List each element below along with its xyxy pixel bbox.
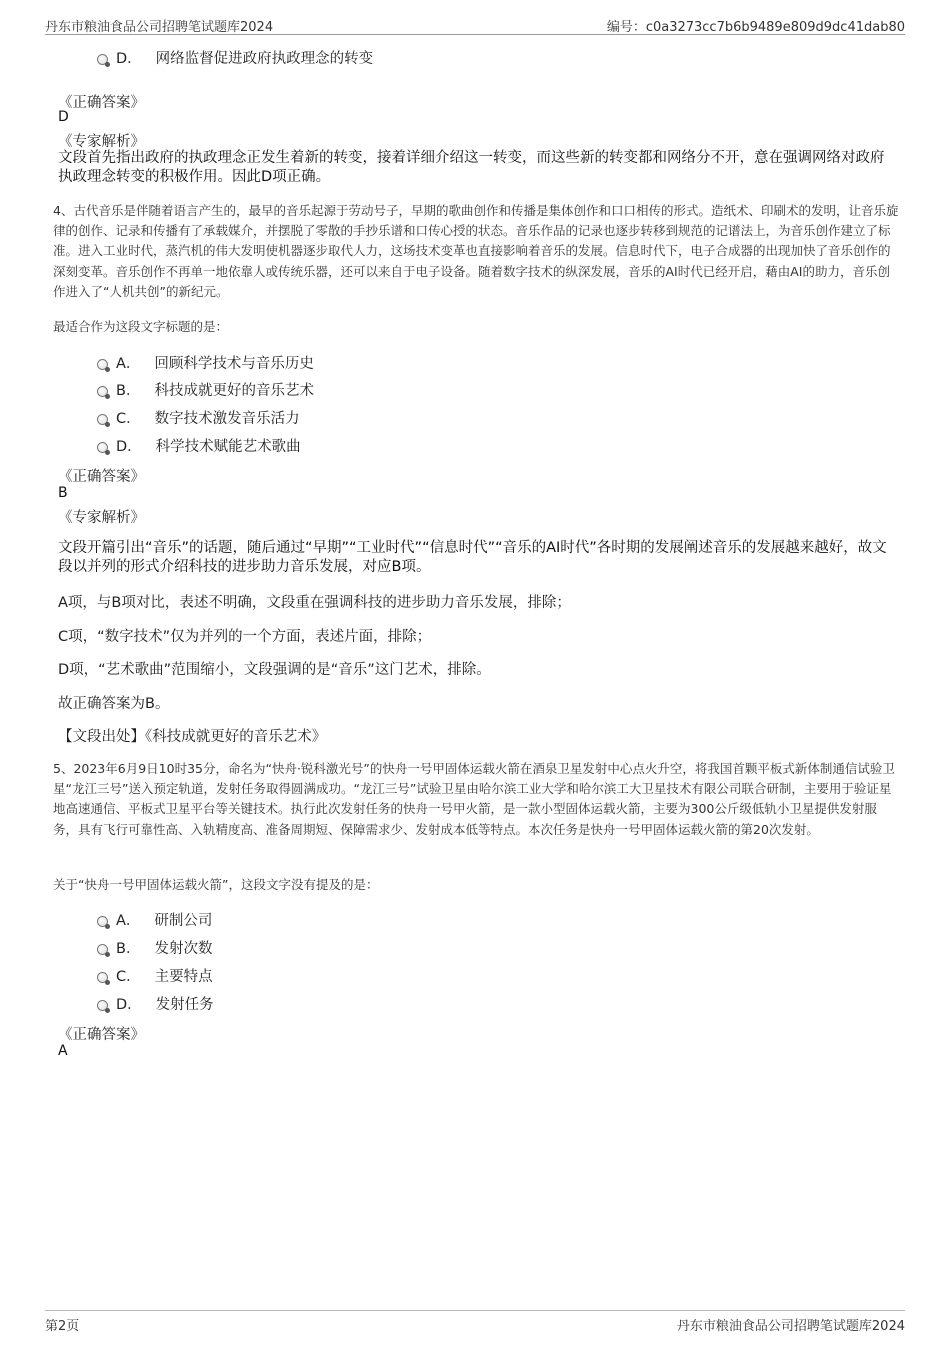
q5-answer: A [58, 1043, 68, 1059]
radio-icon[interactable] [97, 359, 108, 370]
radio-icon[interactable] [97, 442, 108, 453]
option-text: 科技成就更好的音乐艺术 [154, 383, 314, 399]
option-letter: A． [116, 356, 141, 372]
q3-analysis: 文段首先指出政府的执政理念正发生着新的转变，接着详细介绍这一转变，而这些新的转变都和网络分不开，意在强调网络对政府执政理念转变的积极作用。因此D项正确。 [58, 150, 885, 185]
page-footer [45, 1310, 905, 1335]
q4-analysis-paragraph: C项，“数字技术”仅为并列的一个方面，表述片面，排除； [58, 629, 432, 645]
q3-answer: D [58, 109, 69, 125]
q4-answer: B [58, 485, 68, 501]
q4-option-c[interactable] [97, 407, 300, 428]
q5-option-b[interactable] [97, 937, 212, 958]
q4-analysis-paragraph: D项，“艺术歌曲”范围缩小，文段强调的是“音乐”这门艺术，排除。 [58, 662, 491, 678]
q5-option-c[interactable] [97, 965, 213, 986]
radio-icon[interactable] [97, 414, 108, 425]
q4-stem: 4、古代音乐是伴随着语言产生的，最早的音乐起源于劳动号子，早期的歌曲创作和传播是集体创作和口口相传的形式。造纸术、印刷术的发明，让音乐旋律的创作、记录和传播有了承载媒介，并摆脱了零散的手抄乐谱和口传心授的状态。音乐作品的记录也逐步转移到规范的记谱法上，为音乐创作建立了标准。进入工业时代，蒸汽机的伟大发明使机器逐步取代人力，这场技术变革也直接影响着音乐的发展。信息时代下，电子合成器的出现加快了音乐创作的深刻变革。音乐创作不再单一地依靠人或传统乐器，还可以来自于电子设备。随着数字技术的纵深发展，音乐的AI时代已经开启，藉由AI的助力，音乐创作进入了“人机共创”的新纪元。 [53, 203, 899, 299]
radio-icon[interactable] [97, 916, 108, 927]
q3-answer-label: 《正确答案》 [58, 95, 145, 111]
q4-source: 【文段出处】《科技成就更好的音乐艺术》 [58, 729, 327, 745]
option-letter: B． [116, 941, 141, 957]
option-text: 发射任务 [155, 997, 214, 1013]
q4-prompt: 最适合作为这段文字标题的是： [53, 319, 229, 334]
q4-option-a[interactable] [97, 352, 314, 373]
radio-icon[interactable] [97, 944, 108, 955]
q5-option-a[interactable] [97, 909, 212, 930]
q4-option-b[interactable] [97, 379, 314, 400]
option-text: 研制公司 [154, 913, 213, 929]
option-text: 主要特点 [154, 969, 213, 985]
footer-title: 丹东市粮油食品公司招聘笔试题库2024 [676, 1319, 905, 1334]
header-doc-id: 编号：c0a3273cc7b6b9489e809d9dc41dab80 [606, 20, 905, 35]
option-letter: C． [116, 969, 141, 985]
q4-analysis-label: 《专家解析》 [58, 510, 145, 526]
q4-option-d[interactable] [97, 435, 301, 456]
q3-option-d[interactable] [97, 47, 373, 68]
q3-analysis-label: 《专家解析》 [58, 134, 145, 150]
page-header [45, 14, 905, 35]
q4-analysis-paragraph: 故正确答案为B。 [58, 696, 170, 712]
option-letter: A． [116, 913, 141, 929]
header-title: 丹东市粮油食品公司招聘笔试题库2024 [45, 20, 274, 35]
radio-icon[interactable] [97, 386, 108, 397]
option-letter: C． [116, 411, 141, 427]
q4-answer-label: 《正确答案》 [58, 469, 145, 485]
q4-analysis-paragraph: A项，与B项对比，表述不明确，文段重在强调科技的进步助力音乐发展，排除； [58, 595, 571, 611]
option-letter: B． [116, 383, 141, 399]
option-letter: D． [116, 51, 142, 67]
q5-prompt: 关于“快舟一号甲固体运载火箭”，这段文字没有提及的是： [53, 877, 379, 892]
radio-icon[interactable] [97, 1000, 108, 1011]
q5-option-d[interactable] [97, 993, 214, 1014]
q5-stem: 5、2023年6月9日10时35分，命名为“快舟·锐科激光号”的快舟一号甲固体运载火箭在酒泉卫星发射中心点火升空，将我国首颗平板式新体制通信试验卫星“龙江三号”送入预定轨道，发射任务取得圆满成功。“龙江三号”试验卫星由哈尔滨工业大学和哈尔滨工大卫星技术有限公司联合研制，主要用于验证星地高速通信、平板式卫星平台等关键技术。执行此次发射任务的快舟一号甲火箭，是一款小型固体运载火箭，主要为300公斤级低轨小卫星提供发射服务，具有飞行可靠性高、入轨精度高、准备周期短、保障需求少、发射成本低等特点。本次任务是快舟一号甲固体运载火箭的第20次发射。 [53, 761, 895, 837]
option-letter: D． [116, 997, 142, 1013]
option-text: 网络监督促进政府执政理念的转变 [155, 51, 374, 67]
q5-answer-label: 《正确答案》 [58, 1027, 145, 1043]
radio-icon[interactable] [97, 972, 108, 983]
option-text: 数字技术激发音乐活力 [154, 411, 300, 427]
option-letter: D． [116, 439, 142, 455]
option-text: 回顾科学技术与音乐历史 [154, 356, 314, 372]
radio-icon[interactable] [97, 54, 108, 65]
page-number: 第2页 [45, 1319, 80, 1334]
option-text: 科学技术赋能艺术歌曲 [155, 439, 301, 455]
option-text: 发射次数 [154, 941, 213, 957]
q4-analysis-paragraph: 文段开篇引出“音乐”的话题，随后通过“早期”“工业时代”“信息时代”“音乐的AI时代”各时期的发展阐述音乐的发展越来越好，故文段以并列的形式介绍科技的进步助力音乐发展，对应B项。 [58, 540, 887, 575]
